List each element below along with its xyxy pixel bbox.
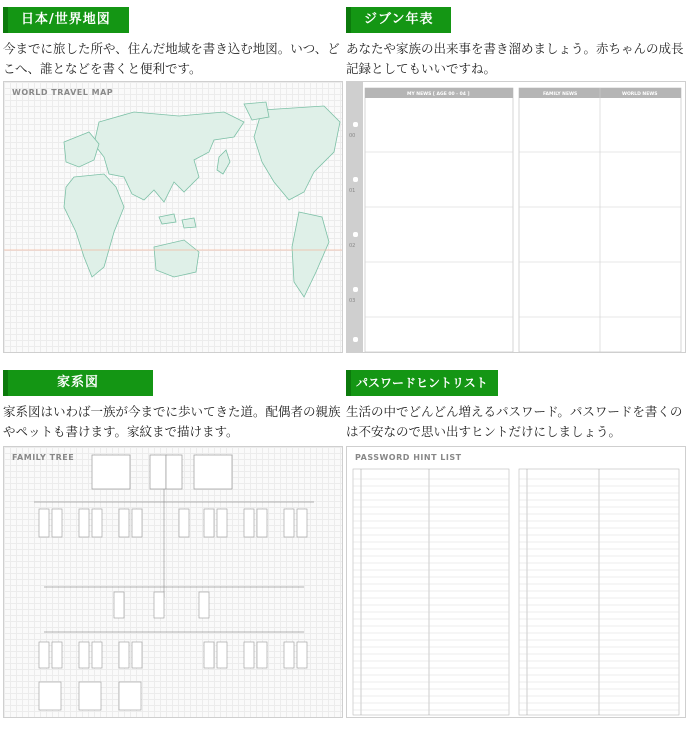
world-news-header: WORLD NEWS [622,92,658,97]
timeline-drawing [347,82,685,352]
section-description: 生活の中でどんどん増えるパスワード。パスワードを書くのは不安なので思い出すヒントだけにしましょう。 [346,404,683,439]
world-map-drawing [4,82,342,352]
section-password-hint-list [346,370,688,462]
section-header: パスワードヒントリスト [346,370,498,396]
section-header: 家系図 [3,370,153,396]
timeline-thumbnail[interactable] [346,81,686,353]
thumbnail-title: FAMILY TREE [12,453,75,462]
section-description: あなたや家族の出来事を書き溜めましょう。赤ちゃんの成長記録としてもいいですね。 [346,41,684,76]
age-label: 03 [349,298,356,304]
password-list-thumbnail[interactable] [346,446,686,718]
world-map-thumbnail[interactable] [3,81,343,353]
family-tree-thumbnail[interactable] [3,446,343,718]
password-list-drawing [347,447,685,717]
section-description: 今までに旅した所や、住んだ地域を書き込む地図。いつ、どこへ、誰となどを書くと便利です。 [3,41,340,76]
age-label: 01 [349,188,356,194]
family-news-header: FAMILY NEWS [543,92,578,97]
age-label: 00 [349,133,356,139]
age-label: 02 [349,243,356,249]
thumbnail-title: PASSWORD HINT LIST [355,453,462,462]
section-timeline [346,7,688,304]
section-header: 日本/世界地図 [3,7,129,33]
section-description: 家系図はいわば一族が今までに歩いてきた道。配偶者の親族やペットも書けます。家紋まで描けます。 [3,404,341,439]
section-world-map [3,7,345,97]
family-tree-drawing [4,447,342,717]
section-family-tree [3,370,345,462]
thumbnail-title: WORLD TRAVEL MAP [12,88,114,97]
my-news-header: MY NEWS [ AGE 00 - 04 ] [407,92,470,97]
section-header: ジブン年表 [346,7,451,33]
